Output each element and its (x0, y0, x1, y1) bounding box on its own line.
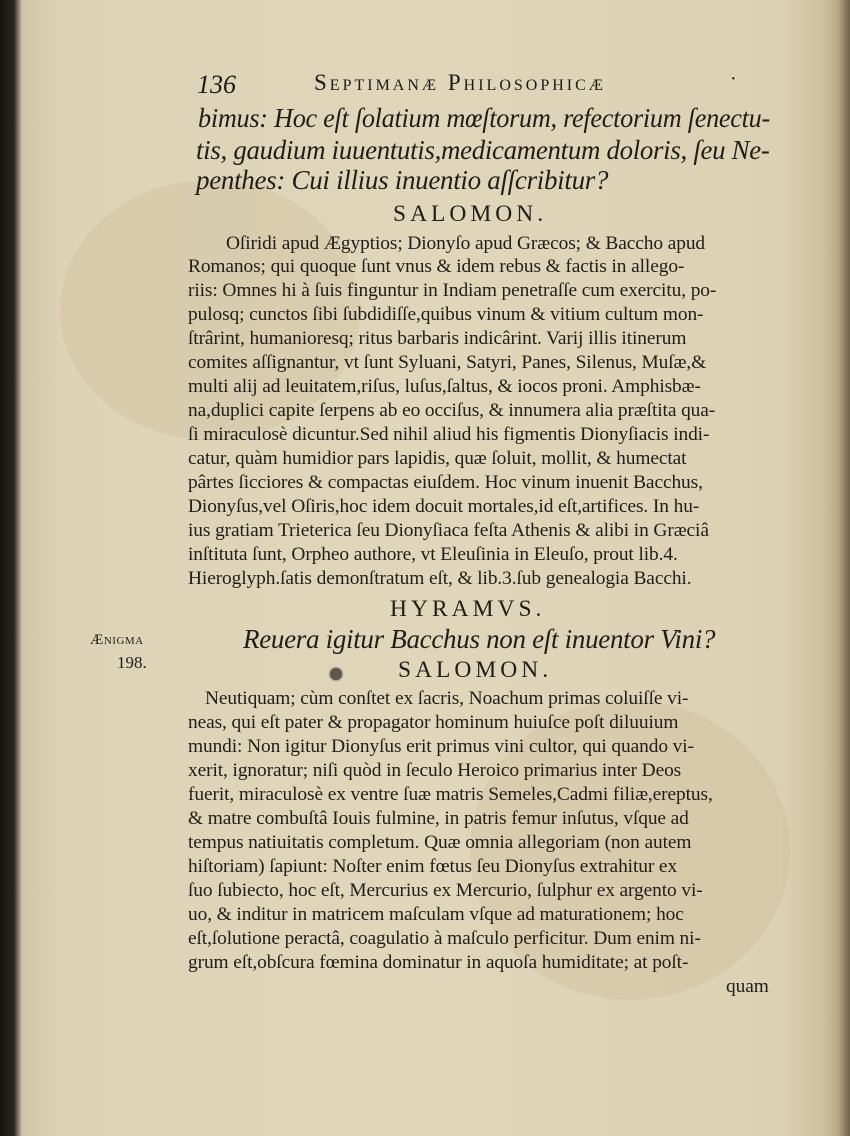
answer-line: fuerit, miraculosè ex ventre ſuæ matris Semeles,Cadmi filiæ,ereptus, (188, 784, 713, 805)
answer-line: inſtituta ſunt, Orpheo authore, vt Eleuſinia in Eleuſo, prout lib.4. (188, 544, 678, 565)
answer-line: riis: Omnes hi à ſuis finguntur in Indiam penetraſſe cum exercitu, po- (188, 280, 717, 301)
answer-line: ſtrârint, humanioresq; ritus barbaris indicârint. Varij illis itinerum (188, 328, 687, 349)
page-header (197, 64, 757, 104)
answer-line: Hieroglyph.ſatis demonſtratum eſt, & lib.3.ſub genealogia Bacchi. (188, 568, 692, 589)
question-line: tis, gaudium iuuentutis,medicamentum doloris, ſeu Ne- (196, 135, 770, 165)
answer-line: comites aſſignantur, vt ſunt Syluani, Satyri, Panes, Silenus, Muſæ,& (188, 352, 707, 373)
ornament-dot (330, 668, 342, 680)
header-mark: · (730, 68, 737, 90)
speaker-heading: SALOMON. (393, 201, 548, 227)
question-line: bimus: Hoc eſt ſolatium mœſtorum, refectorium ſenectu- (198, 103, 770, 133)
answer-line: Dionyſus,vel Oſiris,hoc idem docuit mortales,id eſt,artifices. In hu- (188, 496, 700, 517)
answer-line: grum eſt,obſcura fœmina dominatur in aquoſa humiditate; at poſt- (188, 952, 689, 973)
margin-note-label: Ænigma (90, 632, 144, 648)
page-number: 136 (197, 70, 236, 99)
question-line: penthes: Cui illius inuentio aſſcribitur? (196, 165, 609, 195)
answer-line: ſi miraculosè dicuntur.Sed nihil aliud his figmentis Dionyſiacis indi- (188, 424, 710, 445)
running-head: Septimanæ Philosophicæ (314, 70, 607, 95)
answer-line: mundi: Non igitur Dionyſus erit primus vini cultor, qui quando vi- (188, 736, 694, 757)
answer-line: catur, quàm humidior pars lapidis, quæ ſoluit, mollit, & humectat (188, 448, 687, 469)
answer-line: ius gratiam Trieterica ſeu Dionyſiaca feſta Athenis & alibi in Græciâ (188, 520, 709, 541)
answer-line: multi alij ad leuitatem,riſus, luſus,ſaltus, & iocos proni. Amphisbæ- (188, 376, 701, 397)
speaker-heading: HYRAMVS. (390, 596, 546, 622)
answer-line: hiſtoriam) ſapiunt: Noſter enim fœtus ſeu Dionyſus extrahitur ex (188, 856, 678, 877)
answer-line: tempus natiuitatis completum. Quæ omnia allegoriam (non autem (188, 832, 692, 853)
answer-line: ſuo ſubiecto, hoc eſt, Mercurius ex Mercurio, ſulphur ex argento vi- (188, 880, 703, 901)
answer-line: na,duplici capite ſerpens ab eo occiſus, & innumera alia præſtita qua- (188, 400, 716, 421)
answer-line: Neutiquam; cùm conſtet ex ſacris, Noachum primas coluiſſe vi- (205, 688, 689, 709)
answer-line: uo, & inditur in matricem maſculam vſque ad maturationem; hoc (188, 904, 684, 925)
answer-line: & matre combuſtâ Iouis fulmine, in patris femur inſutus, vſque ad (188, 808, 689, 829)
answer-line: xerit, ignoratur; niſi quòd in ſeculo Heroico primarius inter Deos (188, 760, 682, 781)
answer-line: eſt,ſolutione peractâ, coagulatio à maſculo perficitur. Dum enim ni- (188, 928, 701, 949)
catchword: quam (726, 976, 769, 997)
answer-line: Oſiridi apud Ægyptios; Dionyſo apud Græcos; & Baccho apud (226, 233, 706, 254)
margin-note-number: 198. (117, 653, 147, 672)
answer-line: pulosq; cunctos ſibi ſubdidiſſe,quibus vinum & vitium cultum mon- (188, 304, 704, 325)
speaker-heading: SALOMON. (398, 657, 553, 683)
answer-line: neas, qui eſt pater & propagator hominum huiuſce poſt diluuium (188, 712, 679, 733)
answer-line: Romanos; qui quoque ſunt vnus & idem rebus & factis in allego- (188, 256, 685, 277)
question-line: Reuera igitur Bacchus non eſt inuentor Vini? (243, 624, 716, 654)
answer-line: pârtes ſicciores & compactas eiuſdem. Hoc vinum inuenit Bacchus, (188, 472, 703, 493)
